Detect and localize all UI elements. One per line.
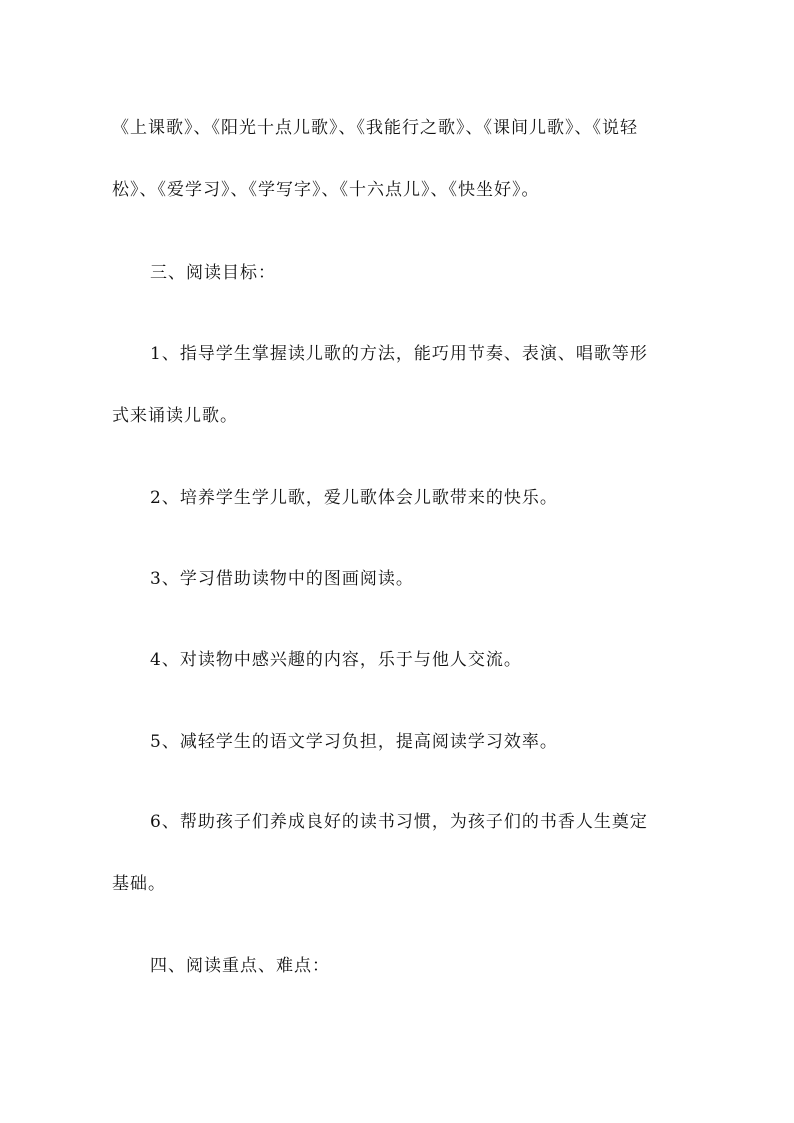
goal-1-line-2: 式来诵读儿歌。 — [112, 406, 238, 426]
goal-2: 2、培养学生学儿歌，爱儿歌体会儿歌带来的快乐。 — [150, 488, 558, 508]
song-list-line-2: 松》、《爱学习》、《学写字》、《十六点儿》、《快坐好》。 — [112, 180, 540, 200]
song-list-line-1: 《上课歌》、《阳光十点儿歌》、《我能行之歌》、《课间儿歌》、《说轻 — [112, 118, 638, 138]
goal-1-line-1: 1、指导学生掌握读儿歌的方法，能巧用节奏、表演、唱歌等形 — [150, 344, 648, 364]
goal-4: 4、对读物中感兴趣的内容，乐于与他人交流。 — [150, 650, 522, 670]
goal-3: 3、学习借助读物中的图画阅读。 — [150, 569, 414, 589]
goal-6-line-1: 6、帮助孩子们养成良好的读书习惯，为孩子们的书香人生奠定 — [150, 812, 648, 832]
goal-5: 5、减轻学生的语文学习负担，提高阅读学习效率。 — [150, 732, 558, 752]
goal-6-line-2: 基础。 — [112, 874, 166, 894]
section-heading-key-points: 四、阅读重点、难点： — [150, 956, 330, 976]
section-heading-reading-goals: 三、阅读目标： — [150, 263, 276, 283]
